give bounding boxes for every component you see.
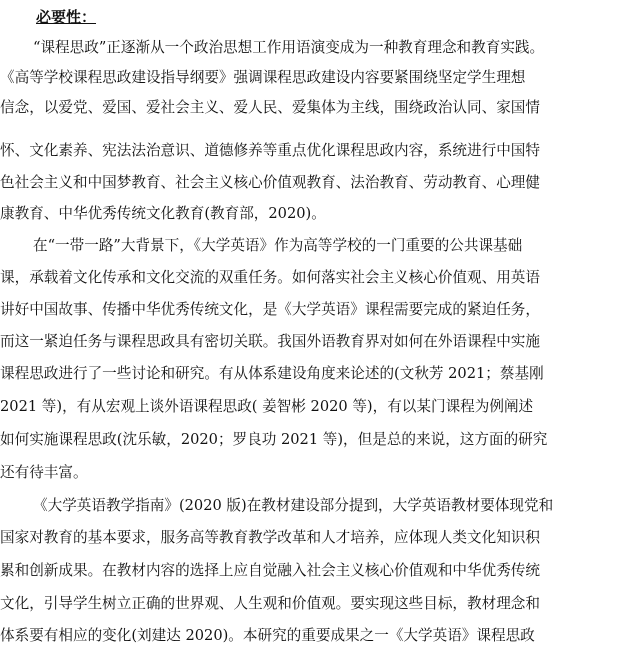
paragraph-3-line-2: 国家对教育的基本要求，服务高等教育教学改革和人才培养，应体现人类文化知识积 (0, 529, 540, 546)
paragraph-3-line-3: 累和创新成果。在教材内容的选择上应自觉融入社会主义核心价值观和中华优秀传统 (0, 562, 540, 579)
paragraph-3-line-1: 《大学英语教学指南》(2020 版)在教材建设部分提到，大学英语教材要体现党和 (33, 497, 554, 514)
paragraph-1-line-4: 怀、文化素养、宪法法治意识、道德修养等重点优化课程思政内容，系统进行中国特 (0, 142, 540, 159)
paragraph-1-line-2: 《高等学校课程思政建设指导纲要》强调课程思政建设内容要紧围绕坚定学生理想 (0, 69, 526, 86)
paragraph-3-line-4: 文化，引导学生树立正确的世界观、人生观和价值观。要实现这些目标，教材理念和 (0, 595, 540, 612)
paragraph-2-line-4: 而这一紧迫任务与课程思政具有密切关联。我国外语教育界对如何在外语课程中实施 (0, 333, 540, 350)
paragraph-1-line-5: 色社会主义和中国梦教育、社会主义核心价值观教育、法治教育、劳动教育、心理健 (0, 174, 540, 191)
paragraph-3-line-5: 体系要有相应的变化(刘建达 2020)。本研究的重要成果之一《大学英语》课程思政 (0, 627, 535, 644)
paragraph-1-line-1: “课程思政”正逐渐从一个政治思想工作用语演变成为一种教育理念和教育实践。 (33, 39, 545, 56)
paragraph-2-line-5: 课程思政进行了一些讨论和研究。有从体系建设角度来论述的(文秋芳 2021；蔡基刚 (0, 365, 544, 382)
paragraph-2-line-3: 讲好中国故事、传播中华优秀传统文化，是《大学英语》课程需要完成的紧迫任务， (0, 301, 540, 318)
paragraph-2-line-6: 2021 等)，有从宏观上谈外语课程思政( 姜智彬 2020 等)，有以某门课程为例阐述 (0, 398, 534, 415)
paragraph-1-line-6: 康教育、中华优秀传统文化教育(教育部，2020)。 (0, 205, 326, 222)
paragraph-1-line-3: 信念，以爱党、爱国、爱社会主义、爱人民、爱集体为主线，围绕政治认同、家国情 (0, 99, 540, 116)
paragraph-2-line-2: 课，承载着文化传承和文化交流的双重任务。如何落实社会主义核心价值观、用英语 (0, 269, 540, 286)
paragraph-2-line-7: 如何实施课程思政(沈乐敏，2020；罗良功 2021 等)，但是总的来说，这方面的研究 (0, 431, 548, 448)
paragraph-2-line-1: 在“一带一路”大背景下，《大学英语》作为高等学校的一门重要的公共课基础 (33, 237, 523, 254)
section-heading: 必要性： (36, 8, 97, 26)
paragraph-2-line-8: 还有待丰富。 (0, 464, 88, 481)
